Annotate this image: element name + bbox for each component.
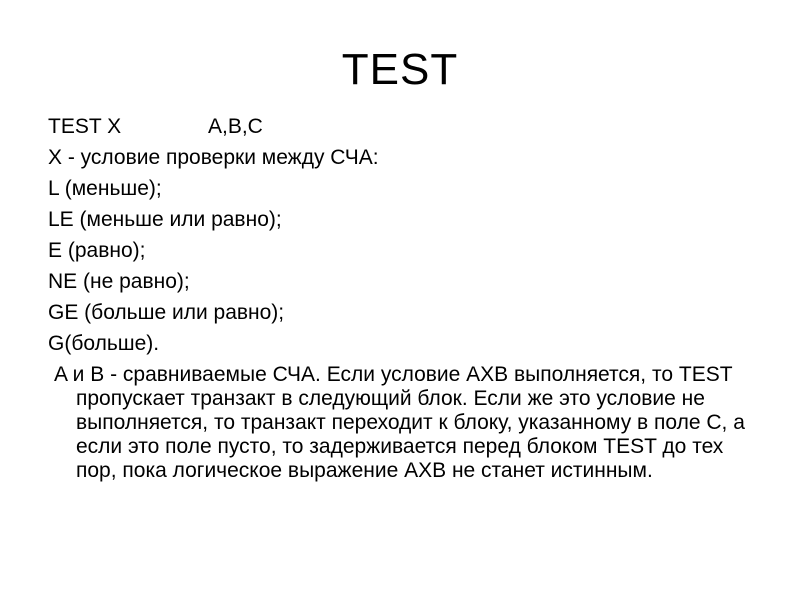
explanation-paragraph: A и B - сравниваемые СЧА. Если условие AXB выполняется, то TEST пропускает транзакт в следующий блок. Если же это условие не выполняется, то транзакт переходит к блоку, указанному в поле С, а если это поле пусто, то задерживается перед блоком TEST до тех пор, пока логическое выражение AXB не станет истинным. [54, 363, 745, 482]
syntax-line [48, 111, 748, 142]
syntax-operator: TEST X [48, 115, 122, 138]
condition-l: L (меньше); [48, 177, 162, 200]
condition-ne: NE (не равно); [48, 270, 190, 293]
slide-body [48, 111, 748, 359]
syntax-operands: A,B,C [208, 115, 263, 138]
condition-le: LE (меньше или равно); [48, 208, 282, 231]
condition-intro: X - условие проверки между СЧА: [48, 146, 379, 169]
condition-e: E (равно); [48, 239, 146, 262]
condition-g: G(больше). [48, 332, 160, 355]
slide-title: TEST [341, 45, 459, 94]
condition-ge: GE (больше или равно); [48, 301, 285, 324]
